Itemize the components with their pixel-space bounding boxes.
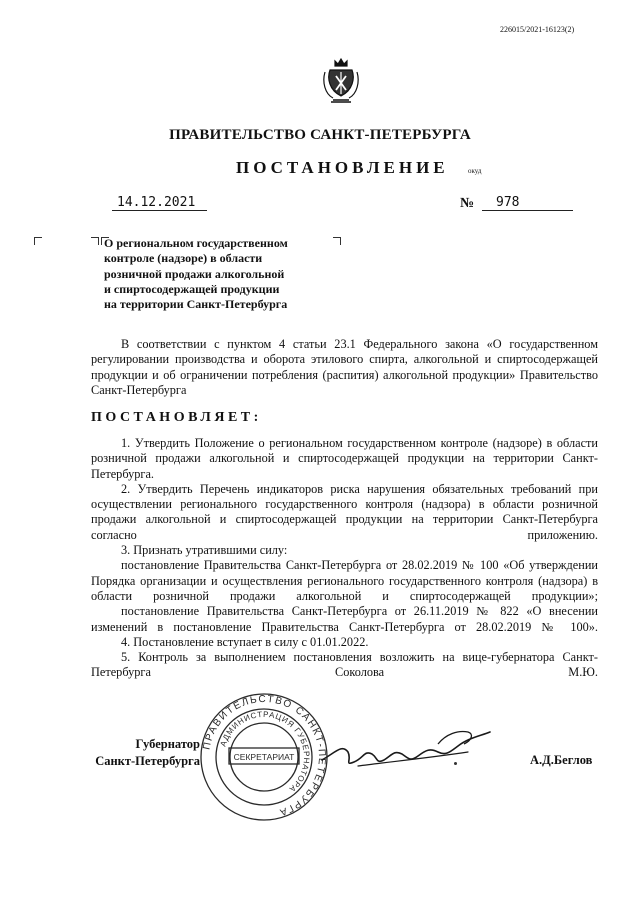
- signer-name: А.Д.Беглов: [530, 753, 593, 767]
- coat-of-arms-icon: [321, 56, 361, 104]
- document-registration-number: 226015/2021-16123(2): [500, 25, 575, 34]
- resolution-item: 5. Контроль за выполнением постановления возложить на вице-губернатора Санкт-Петербурга Соколова М.Ю.: [91, 650, 598, 680]
- number-underline: [482, 210, 573, 211]
- resolution-items: [91, 436, 598, 681]
- okud-label: окуд: [468, 167, 482, 175]
- signatory-title-line: Губернатор: [135, 737, 200, 751]
- seal-outer-text: ПРАВИТЕЛЬСТВО САНКТ-ПЕТЕРБУРГА: [201, 693, 328, 818]
- corner-mark: [34, 237, 42, 245]
- document-subject: [104, 236, 324, 312]
- subject-line: и спиртосодержащей продукции: [104, 281, 280, 296]
- document-date: 14.12.2021: [117, 195, 196, 210]
- seal-inner-text: АДМИНИСТРАЦИЯ ГУБЕРНАТОРА: [218, 709, 312, 795]
- signatory-title: [80, 736, 200, 769]
- number-sign: №: [460, 196, 475, 211]
- resolves-heading: ПОСТАНОВЛЯЕТ:: [91, 410, 262, 425]
- resolution-item: 1. Утвердить Положение о региональном государственном контроле (надзоре) в области розничной продажи алкогольной и спиртосодержащей продукции на территории Санкт-Петербурга.: [91, 436, 598, 481]
- subject-line: О региональном государственном: [104, 236, 288, 250]
- signatory-title-line: Санкт-Петербурга: [95, 753, 200, 768]
- document-type: ПОСТАНОВЛЕНИЕ: [236, 158, 449, 177]
- preamble-paragraph: В соответствии с пунктом 4 статьи 23.1 Федерального закона «О государственном регулировании производства и оборота этилового спирта, алкогольной и спиртосодержащей продукции и об ограничении потребления (распития) алкогольной продукции» Правительство Санкт-Петербурга: [91, 337, 598, 397]
- handwritten-signature: [318, 722, 493, 782]
- corner-mark: [333, 237, 341, 245]
- seal-center-text: СЕКРЕТАРИАТ: [233, 752, 295, 762]
- subject-line: розничной продажи алкогольной: [104, 266, 285, 281]
- subject-line: на территории Санкт-Петербурга: [104, 297, 288, 312]
- organization-title: ПРАВИТЕЛЬСТВО САНКТ-ПЕТЕРБУРГА: [169, 127, 471, 143]
- subject-line: контроле (надзоре) в области: [104, 251, 263, 266]
- signature-dot: [454, 762, 457, 765]
- resolution-item: 3. Признать утратившими силу:: [121, 543, 288, 558]
- corner-mark: [91, 237, 99, 245]
- document-number: 978: [496, 195, 520, 210]
- resolution-item: 2. Утвердить Перечень индикаторов риска нарушения обязательных требований при осуществлении регионального государственного контроля (надзора) в области розничной продажи алкогольной и спиртосодержащей продукции на территории Санкт-Петербурга согласно приложению.: [91, 481, 598, 542]
- resolution-item: 4. Постановление вступает в силу с 01.01.2022.: [121, 634, 369, 649]
- resolution-subitem: постановление Правительства Санкт-Петербурга от 28.02.2019 № 100 «Об утверждении Порядка организации и осуществления регионального государственного контроля (надзора) в области розничной продажи алкогольной и спиртосодержащей продукции»;: [91, 558, 598, 603]
- date-underline: [112, 210, 207, 211]
- official-seal: [199, 692, 329, 822]
- resolution-subitem: постановление Правительства Санкт-Петербурга от 26.11.2019 № 822 «О внесении изменений в постановление Правительства Санкт-Петербурга от 28.02.2019 № 100».: [91, 604, 598, 634]
